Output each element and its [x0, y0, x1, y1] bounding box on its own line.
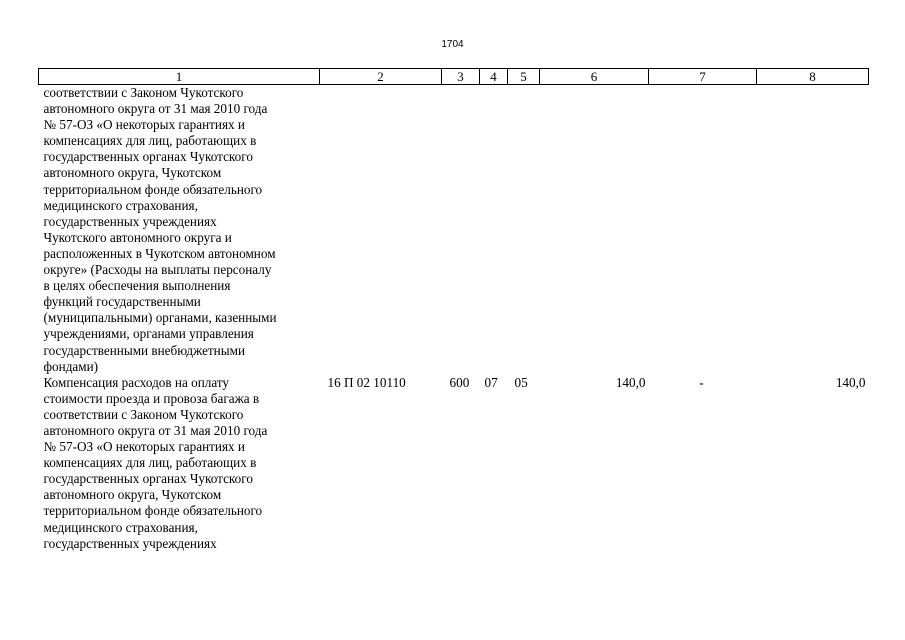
subsection-code: 05 — [514, 374, 528, 390]
description-line: фондами) — [43, 358, 99, 374]
description-line: территориальном фонде обязательного — [43, 181, 263, 197]
description-line: в целях обеспечения выполнения — [43, 278, 231, 294]
column-header-1: 1 — [39, 69, 320, 85]
page-number: 1704 — [441, 39, 464, 50]
description-line: медицинского страхования, — [43, 519, 198, 535]
column-header-3: 3 — [442, 69, 480, 85]
column-number-header-row — [39, 69, 869, 85]
description-line: компенсациях для лиц, работающих в — [43, 455, 257, 471]
expense-type-code: 600 — [449, 374, 470, 390]
row-description — [39, 85, 320, 375]
description-line: Чукотского автономного округа и — [43, 229, 232, 245]
column-header-5: 5 — [508, 69, 540, 85]
description-line: автономного округа от 31 мая 2010 года — [43, 101, 268, 117]
table-row — [39, 85, 869, 375]
column-header-7: 7 — [649, 69, 757, 85]
description-line: Компенсация расходов на оплату — [43, 374, 230, 390]
description-line: государственных учреждениях — [43, 213, 217, 229]
amount-column-8 — [757, 85, 869, 375]
column-header-4: 4 — [480, 69, 508, 85]
amount-column-6 — [540, 85, 649, 375]
description-line: государственными внебюджетными — [43, 342, 246, 358]
target-article-code: 16 П 02 10110 — [327, 374, 406, 390]
description-line: функций государственными — [43, 294, 201, 310]
column-header-2: 2 — [320, 69, 442, 85]
description-line: соответствии с Законом Чукотского — [43, 406, 244, 422]
description-line: учреждениями, органами управления — [43, 326, 254, 342]
description-line: (муниципальными) органами, казенными — [43, 310, 277, 326]
description-line: № 57-ОЗ «О некоторых гарантиях и — [43, 117, 245, 133]
description-line: государственных органах Чукотского — [43, 149, 253, 165]
amount-column-7 — [649, 85, 757, 375]
description-line: автономного округа, Чукотском — [43, 165, 222, 181]
table-body — [39, 85, 869, 552]
description-line: автономного округа, Чукотском — [43, 487, 222, 503]
description-line: стоимости проезда и провоза багажа в — [43, 390, 260, 406]
expense-type-code — [442, 85, 480, 375]
section-code — [480, 85, 508, 375]
amount-column-7: - — [699, 374, 704, 390]
description-line: № 57-ОЗ «О некоторых гарантиях и — [43, 439, 245, 455]
description-line: расположенных в Чукотском автономном — [43, 245, 276, 261]
budget-table — [38, 68, 869, 552]
amount-column-8: 140,0 — [835, 374, 866, 390]
subsection-code — [508, 85, 540, 375]
target-article-code — [320, 85, 442, 375]
row-description — [39, 375, 320, 552]
amount-column-6: 140,0 — [615, 374, 646, 390]
description-line: государственных органах Чукотского — [43, 471, 253, 487]
section-code: 07 — [484, 374, 498, 390]
table-row — [39, 375, 869, 552]
description-line: автономного округа от 31 мая 2010 года — [43, 422, 268, 438]
description-line: соответствии с Законом Чукотского — [43, 85, 244, 100]
description-line: округе» (Расходы на выплаты персоналу — [43, 262, 272, 278]
column-header-8: 8 — [757, 69, 869, 85]
description-line: медицинского страхования, — [43, 197, 198, 213]
description-line: государственных учреждениях — [43, 535, 217, 551]
description-line: компенсациях для лиц, работающих в — [43, 133, 257, 149]
column-header-6: 6 — [540, 69, 649, 85]
description-line: территориальном фонде обязательного — [43, 503, 263, 519]
